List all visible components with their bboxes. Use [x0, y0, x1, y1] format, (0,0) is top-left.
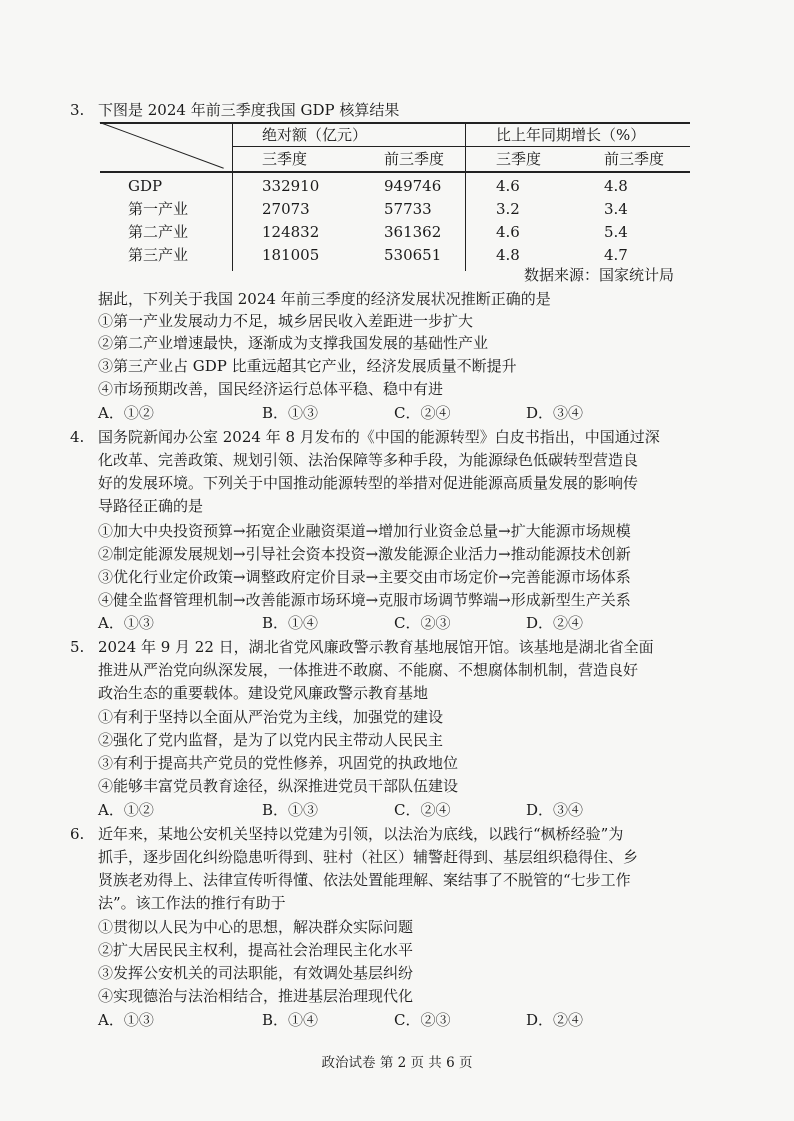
statement: ③发挥公安机关的司法职能，有效调处基层纠纷	[98, 964, 414, 982]
table-cell: 3.2	[496, 200, 520, 218]
option-c: C．②④	[394, 801, 451, 819]
statement: ④实现德治与法治相结合，推进基层治理现代化	[98, 987, 414, 1005]
table-cell: 361362	[384, 223, 442, 241]
table-subheader: 前三季度	[384, 150, 445, 168]
option-a: A．①②	[98, 801, 154, 819]
table-row-label: 第三产业	[128, 246, 189, 264]
table-row-label: GDP	[128, 177, 163, 195]
question-4-stem-line: 导路径正确的是	[98, 497, 204, 515]
statement: ②第二产业增速最快，逐渐成为支撑我国发展的基础性产业	[98, 334, 489, 352]
table-cell: 4.8	[604, 177, 628, 195]
question-6-stem-line: 贤族老劝得上、法律宣传听得懂、依法处置能理解、案结事了不脱管的“七步工作	[98, 871, 631, 889]
question-4-stem-line: 国务院新闻办公室 2024 年 8 月发布的《中国的能源转型》白皮书指出，中国通过深	[98, 428, 660, 446]
question-6-stem-line: 法”。该工作法的推行有助于	[98, 894, 286, 912]
table-mid-rule	[232, 146, 690, 147]
option-a: A．①③	[98, 1011, 154, 1029]
page-footer: 政治试卷 第 2 页 共 6 页	[321, 1055, 473, 1071]
table-cell: 3.4	[604, 200, 628, 218]
question-6-number: 6.	[70, 825, 85, 843]
question-3-number: 3.	[70, 101, 85, 119]
statement: ④健全监督管理机制→改善能源市场环境→克服市场调节弊端→形成新型生产关系	[98, 591, 631, 609]
question-3-prompt: 据此，下列关于我国 2024 年前三季度的经济发展状况推断正确的是	[98, 290, 551, 308]
statement: ①加大中央投资预算→拓宽企业融资渠道→增加行业资金总量→扩大能源市场规模	[98, 522, 631, 540]
statement: ④能够丰富党员教育途径，纵深推进党员干部队伍建设	[98, 777, 459, 795]
statement: ②扩大居民民主权利，提高社会治理民主化水平	[98, 941, 414, 959]
option-b: B．①③	[262, 801, 319, 819]
table-vrule-1	[232, 122, 233, 271]
table-cell: 4.7	[604, 246, 628, 264]
statement: ④市场预期改善，国民经济运行总体平稳、稳中有进	[98, 380, 444, 398]
table-diagonal	[100, 122, 224, 169]
table-cell: 124832	[262, 223, 320, 241]
table-source-note: 数据来源：国家统计局	[524, 266, 675, 284]
table-vrule-2	[465, 122, 466, 271]
table-subheader: 三季度	[496, 150, 542, 168]
table-group-header-absolute: 绝对额（亿元）	[262, 126, 368, 144]
option-b: B．①④	[262, 614, 319, 632]
table-cell: 4.6	[496, 177, 520, 195]
table-cell: 27073	[262, 200, 310, 218]
option-c: C．②④	[394, 404, 451, 422]
option-d: D．③④	[526, 404, 584, 422]
question-4-number: 4.	[70, 428, 85, 446]
option-d: D．③④	[526, 801, 584, 819]
question-4-stem-line: 化改革、完善政策、规划引领、法治保障等多种手段，为能源绿色低碳转型营造良	[98, 451, 639, 469]
question-3-stem: 下图是 2024 年前三季度我国 GDP 核算结果	[98, 101, 400, 119]
table-cell: 530651	[384, 246, 442, 264]
option-a: A．①②	[98, 404, 154, 422]
statement: ②制定能源发展规划→引导社会资本投资→激发能源企业活力→推动能源技术创新	[98, 545, 631, 563]
option-d: D．②④	[526, 1011, 584, 1029]
table-group-header-growth: 比上年同期增长（%）	[496, 126, 646, 144]
statement: ①贯彻以人民为中心的思想，解决群众实际问题	[98, 918, 414, 936]
table-cell: 332910	[262, 177, 320, 195]
option-c: C．②③	[394, 614, 451, 632]
question-5-stem-line: 推进从严治党向纵深发展，一体推进不敢腐、不能腐、不想腐体制机制，营造良好	[98, 661, 639, 679]
statement: ③第三产业占 GDP 比重远超其它产业，经济发展质量不断提升	[98, 357, 517, 375]
statement: ③优化行业定价政策→调整政府定价目录→主要交由市场定价→完善能源市场体系	[98, 568, 631, 586]
table-row-label: 第二产业	[128, 223, 189, 241]
statement: ①第一产业发展动力不足，城乡居民收入差距进一步扩大	[98, 312, 474, 330]
option-c: C．②③	[394, 1011, 451, 1029]
option-b: B．①③	[262, 404, 319, 422]
question-5-stem-line: 政治生态的重要载体。建设党风廉政警示教育基地	[98, 684, 429, 702]
statement: ②强化了党内监督，是为了以党内民主带动人民民主	[98, 731, 444, 749]
table-cell: 4.8	[496, 246, 520, 264]
question-6-stem-line: 近年来，某地公安机关坚持以党建为引领，以法治为底线，以践行“枫桥经验”为	[98, 825, 624, 843]
option-a: A．①③	[98, 614, 154, 632]
question-6-stem-line: 抓手，逐步固化纠纷隐患听得到、驻村（社区）辅警赶得到、基层组织稳得住、乡	[98, 848, 639, 866]
option-b: B．①④	[262, 1011, 319, 1029]
table-cell: 5.4	[604, 223, 628, 241]
table-subheader: 前三季度	[604, 150, 665, 168]
table-cell: 57733	[384, 200, 432, 218]
table-cell: 4.6	[496, 223, 520, 241]
table-header-rule	[100, 171, 690, 173]
table-cell: 181005	[262, 246, 320, 264]
table-cell: 949746	[384, 177, 442, 195]
question-4-stem-line: 好的发展环境。下列关于中国推动能源转型的举措对促进能源高质量发展的影响传	[98, 474, 639, 492]
option-d: D．②④	[526, 614, 584, 632]
statement: ①有利于坚持以全面从严治党为主线，加强党的建设	[98, 708, 444, 726]
table-subheader: 三季度	[262, 150, 308, 168]
table-row-label: 第一产业	[128, 200, 189, 218]
question-5-stem-line: 2024 年 9 月 22 日，湖北省党风廉政警示教育基地展馆开馆。该基地是湖北省全面	[98, 638, 654, 656]
statement: ③有利于提高共产党员的党性修养，巩固党的执政地位	[98, 754, 459, 772]
question-5-number: 5.	[70, 638, 85, 656]
